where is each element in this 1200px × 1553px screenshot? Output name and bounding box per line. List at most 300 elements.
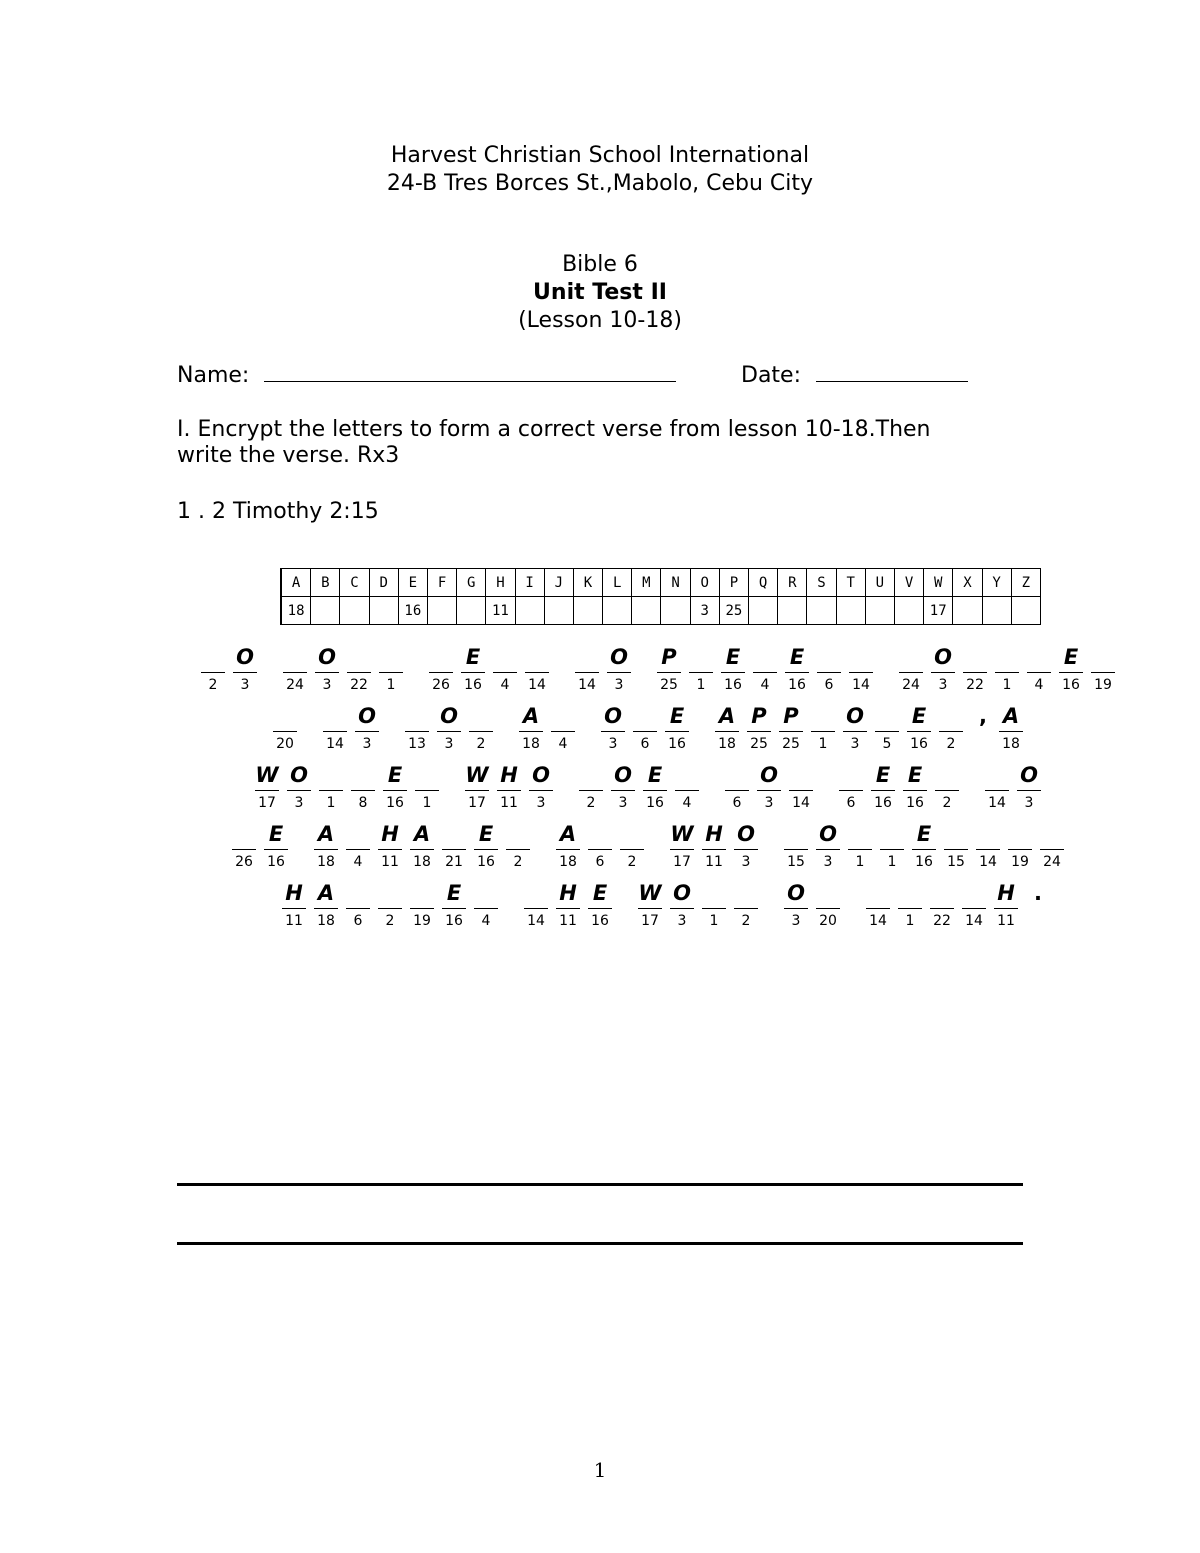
- cipher-number-c[interactable]: [340, 597, 369, 625]
- puzzle-letter: A: [413, 822, 431, 846]
- letter-blank-line: [944, 849, 968, 850]
- letter-code-number: 11: [500, 795, 518, 811]
- puzzle-letter-blank[interactable]: [317, 758, 345, 814]
- letter-blank-line: [963, 672, 987, 673]
- letter-code-number: 14: [326, 736, 344, 752]
- puzzle-letter-given: [713, 699, 741, 755]
- letter-blank-line: [506, 849, 530, 850]
- puzzle-letter-blank[interactable]: [271, 699, 299, 755]
- cipher-letter-c: C: [340, 569, 369, 597]
- puzzle-letter-given: [381, 758, 409, 814]
- letter-blank-line: [702, 849, 726, 850]
- puzzle-letter-blank[interactable]: [897, 640, 925, 696]
- puzzle-letter-blank[interactable]: [928, 876, 956, 932]
- letter-code-number: 4: [558, 736, 568, 752]
- cipher-number-a[interactable]: 18: [281, 597, 311, 625]
- letter-code-number: 16: [267, 854, 285, 870]
- letter-blank-line: [442, 908, 466, 909]
- letter-blank-line: [355, 731, 379, 732]
- letter-code-number: 24: [286, 677, 304, 693]
- letter-code-number: 1: [855, 854, 865, 870]
- letter-blank-line: [442, 849, 466, 850]
- letter-code-number: 3: [444, 736, 454, 752]
- puzzle-letter-given: [586, 876, 614, 932]
- puzzle-letter-given: [636, 876, 664, 932]
- letter-blank-line: [757, 790, 781, 791]
- letter-code-number: 16: [724, 677, 742, 693]
- puzzle-letter: O: [760, 763, 778, 787]
- puzzle-letter-given: [1015, 758, 1043, 814]
- puzzle-letter-given: [609, 758, 637, 814]
- cipher-letter-x: X: [953, 569, 982, 597]
- puzzle-letter-blank[interactable]: [787, 758, 815, 814]
- puzzle-letter-blank[interactable]: [376, 876, 404, 932]
- puzzle-letter: E: [647, 763, 663, 787]
- letter-blank-line: [525, 672, 549, 673]
- puzzle-letter: E: [478, 822, 494, 846]
- letter-code-number: 11: [381, 854, 399, 870]
- puzzle-letter: O: [614, 763, 632, 787]
- cipher-letter-i: I: [515, 569, 544, 597]
- letter-code-number: 26: [432, 677, 450, 693]
- punctuation-mark: ,: [979, 704, 987, 728]
- letter-code-number: 20: [276, 736, 294, 752]
- letter-code-number: 2: [513, 854, 523, 870]
- puzzle-letter: H: [500, 763, 518, 787]
- letter-blank-line: [529, 790, 553, 791]
- letter-blank-line: [675, 790, 699, 791]
- letter-blank-line: [429, 672, 453, 673]
- puzzle-letter-blank[interactable]: [864, 876, 892, 932]
- puzzle-letter-blank[interactable]: [523, 640, 551, 696]
- puzzle-letter: O: [737, 822, 755, 846]
- letter-blank-line: [931, 672, 955, 673]
- puzzle-letter-given: [997, 699, 1025, 755]
- cipher-letter-s: S: [807, 569, 836, 597]
- puzzle-letter-blank[interactable]: [573, 640, 601, 696]
- puzzle-letter-blank[interactable]: [413, 758, 441, 814]
- puzzle-letter: O: [610, 645, 628, 669]
- letter-code-number: 13: [408, 736, 426, 752]
- letter-blank-line: [287, 790, 311, 791]
- letter-blank-line: [903, 790, 927, 791]
- cipher-number-j[interactable]: [544, 597, 573, 625]
- name-blank[interactable]: [264, 361, 676, 382]
- letter-blank-line: [378, 849, 402, 850]
- puzzle-letter-blank[interactable]: [1006, 817, 1034, 873]
- letter-code-number: 1: [905, 913, 915, 929]
- puzzle-letter-blank[interactable]: [408, 876, 436, 932]
- puzzle-letter-given: [782, 876, 810, 932]
- cipher-number-p[interactable]: 25: [719, 597, 748, 625]
- letter-blank-line: [556, 849, 580, 850]
- puzzle-letter: O: [787, 881, 805, 905]
- letter-blank-line: [939, 731, 963, 732]
- puzzle-letter-given: [285, 758, 313, 814]
- letter-code-number: 4: [481, 913, 491, 929]
- puzzle-letter: P: [661, 645, 677, 669]
- puzzle-letter: E: [446, 881, 462, 905]
- cipher-letter-r: R: [778, 569, 807, 597]
- puzzle-letter-given: [262, 817, 290, 873]
- puzzle-letter-given: [280, 876, 308, 932]
- cipher-number-m[interactable]: [632, 597, 661, 625]
- puzzle-letter-blank[interactable]: [344, 817, 372, 873]
- puzzle-letter-blank[interactable]: [199, 640, 227, 696]
- puzzle-letter-blank[interactable]: [321, 699, 349, 755]
- letter-blank-line: [556, 908, 580, 909]
- cipher-number-r[interactable]: [778, 597, 807, 625]
- puzzle-letter-blank[interactable]: [937, 699, 965, 755]
- puzzle-letter-blank[interactable]: [344, 876, 372, 932]
- letter-blank-line: [201, 672, 225, 673]
- letter-code-number: 16: [591, 913, 609, 929]
- puzzle-letter-blank[interactable]: [1025, 640, 1053, 696]
- letter-code-number: 4: [682, 795, 692, 811]
- cipher-number-d[interactable]: [369, 597, 398, 625]
- cipher-letter-j: J: [544, 569, 573, 597]
- puzzle-letter: W: [670, 822, 694, 846]
- letter-code-number: 3: [741, 854, 751, 870]
- page-number: 1: [593, 1458, 607, 1482]
- cipher-number-n[interactable]: [661, 597, 690, 625]
- letter-blank-line: [405, 731, 429, 732]
- puzzle-letter-given: [719, 640, 747, 696]
- cipher-letter-o: O: [690, 569, 719, 597]
- cipher-number-g[interactable]: [457, 597, 486, 625]
- letter-code-number: 14: [852, 677, 870, 693]
- letter-blank-line: [282, 908, 306, 909]
- cipher-letter-e: E: [398, 569, 427, 597]
- puzzle-letter-blank[interactable]: [873, 699, 901, 755]
- puzzle-letter-blank[interactable]: [878, 817, 906, 873]
- letter-code-number: 2: [627, 854, 637, 870]
- puzzle-letter: E: [916, 822, 932, 846]
- puzzle-letter-blank[interactable]: [673, 758, 701, 814]
- letter-blank-line: [378, 908, 402, 909]
- letter-blank-line: [323, 731, 347, 732]
- cipher-number-t[interactable]: [836, 597, 865, 625]
- puzzle-letter-blank[interactable]: [846, 817, 874, 873]
- puzzle-letter-given: [841, 699, 869, 755]
- letter-code-number: 1: [1002, 677, 1012, 693]
- puzzle-letter-blank[interactable]: [942, 817, 970, 873]
- puzzle-letter-blank[interactable]: [896, 876, 924, 932]
- letter-code-number: 2: [946, 736, 956, 752]
- letter-blank-line: [410, 908, 434, 909]
- puzzle-letter: O: [358, 704, 376, 728]
- letter-blank-line: [871, 790, 895, 791]
- puzzle-letter-blank[interactable]: [504, 817, 532, 873]
- puzzle-letter-blank[interactable]: [993, 640, 1021, 696]
- letter-blank-line: [899, 672, 923, 673]
- letter-code-number: 18: [718, 736, 736, 752]
- letter-blank-line: [843, 731, 867, 732]
- letter-blank-line: [314, 908, 338, 909]
- puzzle-letter-blank[interactable]: [974, 817, 1002, 873]
- school-address: 24-B Tres Borces St.,Mabolo, Cebu City: [386, 171, 814, 196]
- letter-blank-line: [465, 790, 489, 791]
- puzzle-letter-blank[interactable]: [491, 640, 519, 696]
- puzzle-letter-blank[interactable]: [427, 640, 455, 696]
- letter-code-number: 22: [933, 913, 951, 929]
- cipher-letter-u: U: [865, 569, 894, 597]
- cipher-letter-t: T: [836, 569, 865, 597]
- puzzle-letter-blank[interactable]: [230, 817, 258, 873]
- puzzle-letter-given: [253, 758, 281, 814]
- letter-blank-line: [721, 672, 745, 673]
- letter-code-number: 16: [464, 677, 482, 693]
- puzzle-letter-blank[interactable]: [549, 699, 577, 755]
- puzzle-letter: H: [285, 881, 303, 905]
- puzzle-line-1: [0, 640, 1200, 696]
- cipher-letter-b: B: [311, 569, 340, 597]
- puzzle-letter: H: [997, 881, 1015, 905]
- puzzle-letter-blank[interactable]: [281, 640, 309, 696]
- letter-code-number: 4: [760, 677, 770, 693]
- puzzle-letter-blank[interactable]: [577, 758, 605, 814]
- letter-code-number: 18: [413, 854, 431, 870]
- puzzle-letter-blank[interactable]: [723, 758, 751, 814]
- puzzle-letter-blank[interactable]: [933, 758, 961, 814]
- letter-blank-line: [346, 908, 370, 909]
- puzzle-letter: O: [934, 645, 952, 669]
- letter-code-number: 11: [559, 913, 577, 929]
- letter-code-number: 20: [819, 913, 837, 929]
- puzzle-line-2: [0, 699, 1200, 755]
- letter-blank-line: [670, 908, 694, 909]
- puzzle-letter-given: [459, 640, 487, 696]
- school-name: Harvest Christian School International: [390, 143, 810, 168]
- letter-code-number: 16: [915, 854, 933, 870]
- puzzle-letter-blank[interactable]: [983, 758, 1011, 814]
- cipher-letter-n: N: [661, 569, 690, 597]
- letter-code-number: 6: [846, 795, 856, 811]
- letter-code-number: 2: [741, 913, 751, 929]
- letter-blank-line: [315, 672, 339, 673]
- puzzle-letter-given: [554, 876, 582, 932]
- puzzle-letter-blank[interactable]: [961, 640, 989, 696]
- puzzle-letter-given: [783, 640, 811, 696]
- letter-blank-line: [848, 849, 872, 850]
- puzzle-letter-given: [869, 758, 897, 814]
- instructions-line-1: I. Encrypt the letters to form a correct verse from lesson 10-18.Then: [177, 417, 931, 442]
- letter-code-number: 1: [709, 913, 719, 929]
- puzzle-letter-blank[interactable]: [837, 758, 865, 814]
- cipher-number-h[interactable]: 11: [486, 597, 515, 625]
- puzzle-letter-blank[interactable]: [467, 699, 495, 755]
- letter-code-number: 25: [660, 677, 678, 693]
- cipher-number-o[interactable]: 3: [690, 597, 719, 625]
- letter-blank-line: [976, 849, 1000, 850]
- letter-code-number: 18: [317, 913, 335, 929]
- puzzle-letter: O: [604, 704, 622, 728]
- puzzle-letter-given: [527, 758, 555, 814]
- letter-blank-line: [461, 672, 485, 673]
- puzzle-letter-given: [353, 699, 381, 755]
- letter-blank-line: [493, 672, 517, 673]
- letter-blank-line: [579, 790, 603, 791]
- letter-code-number: 3: [791, 913, 801, 929]
- puzzle-letter-blank[interactable]: [732, 876, 760, 932]
- cipher-letter-a: A: [281, 569, 311, 597]
- puzzle-letter: A: [559, 822, 577, 846]
- puzzle-letter-given: [700, 817, 728, 873]
- letter-code-number: 6: [732, 795, 742, 811]
- cipher-number-z[interactable]: [1011, 597, 1040, 625]
- letter-blank-line: [670, 849, 694, 850]
- letter-blank-line: [314, 849, 338, 850]
- letter-code-number: 19: [1011, 854, 1029, 870]
- puzzle-letter-blank[interactable]: [809, 699, 837, 755]
- answer-line-2[interactable]: [177, 1242, 1023, 1245]
- name-label: Name:: [177, 363, 250, 388]
- puzzle-letter-given: [668, 817, 696, 873]
- letter-code-number: 6: [595, 854, 605, 870]
- cipher-number-l[interactable]: [603, 597, 632, 625]
- puzzle-letter-blank[interactable]: [700, 876, 728, 932]
- letter-code-number: 18: [317, 854, 335, 870]
- letter-code-number: 4: [500, 677, 510, 693]
- cipher-number-w[interactable]: 17: [924, 597, 953, 625]
- cipher-number-e[interactable]: 16: [398, 597, 427, 625]
- letter-blank-line: [779, 731, 803, 732]
- puzzle-letter-blank[interactable]: [377, 640, 405, 696]
- answer-line-1[interactable]: [177, 1183, 1023, 1186]
- puzzle-letter: A: [522, 704, 540, 728]
- letter-code-number: 6: [353, 913, 363, 929]
- letter-code-number: 4: [353, 854, 363, 870]
- letter-code-number: 3: [362, 736, 372, 752]
- letter-blank-line: [383, 790, 407, 791]
- puzzle-letter-blank[interactable]: [814, 876, 842, 932]
- cipher-number-v[interactable]: [894, 597, 923, 625]
- puzzle-letter-given: [495, 758, 523, 814]
- puzzle-letter: H: [705, 822, 723, 846]
- cipher-letter-h: H: [486, 569, 515, 597]
- puzzle-letter-blank[interactable]: [345, 640, 373, 696]
- punctuation-mark: .: [1034, 881, 1042, 905]
- letter-code-number: 2: [208, 677, 218, 693]
- puzzle-letter-blank[interactable]: [687, 640, 715, 696]
- puzzle-letter: O: [440, 704, 458, 728]
- puzzle-letter: P: [783, 704, 799, 728]
- letter-blank-line: [907, 731, 931, 732]
- letter-code-number: 22: [966, 677, 984, 693]
- date-blank[interactable]: [816, 361, 968, 382]
- letter-code-number: 14: [528, 677, 546, 693]
- cipher-number-u[interactable]: [865, 597, 894, 625]
- letter-blank-line: [232, 849, 256, 850]
- puzzle-letter-blank[interactable]: [960, 876, 988, 932]
- test-title: Unit Test II: [533, 280, 667, 305]
- cipher-number-y[interactable]: [982, 597, 1011, 625]
- letter-code-number: 16: [874, 795, 892, 811]
- cipher-number-f[interactable]: [427, 597, 456, 625]
- letter-code-number: 18: [559, 854, 577, 870]
- puzzle-letter-blank[interactable]: [586, 817, 614, 873]
- letter-blank-line: [601, 731, 625, 732]
- puzzle-letter-given: [663, 699, 691, 755]
- cipher-letter-l: L: [603, 569, 632, 597]
- cipher-number-s[interactable]: [807, 597, 836, 625]
- letter-code-number: 11: [705, 854, 723, 870]
- letter-code-number: 18: [522, 736, 540, 752]
- letter-code-number: 17: [258, 795, 276, 811]
- letter-code-number: 3: [938, 677, 948, 693]
- puzzle-letter: E: [387, 763, 403, 787]
- puzzle-letter-blank[interactable]: [631, 699, 659, 755]
- letter-blank-line: [898, 908, 922, 909]
- letter-code-number: 16: [646, 795, 664, 811]
- letter-code-number: 21: [445, 854, 463, 870]
- letter-code-number: 3: [536, 795, 546, 811]
- letter-code-number: 19: [413, 913, 431, 929]
- cipher-number-i[interactable]: [515, 597, 544, 625]
- letter-blank-line: [816, 849, 840, 850]
- puzzle-letter-blank[interactable]: [815, 640, 843, 696]
- puzzle-letter-blank[interactable]: [440, 817, 468, 873]
- letter-code-number: 1: [326, 795, 336, 811]
- puzzle-letter: O: [236, 645, 254, 669]
- letter-blank-line: [935, 790, 959, 791]
- letter-blank-line: [1059, 672, 1083, 673]
- letter-code-number: 14: [988, 795, 1006, 811]
- cipher-number-x[interactable]: [953, 597, 982, 625]
- letter-code-number: 3: [618, 795, 628, 811]
- puzzle-letter-blank[interactable]: [1038, 817, 1066, 873]
- puzzle-letter-blank[interactable]: [403, 699, 431, 755]
- letter-code-number: 14: [527, 913, 545, 929]
- cipher-number-k[interactable]: [573, 597, 602, 625]
- puzzle-letter-blank[interactable]: [1089, 640, 1117, 696]
- puzzle-letter-given: [929, 640, 957, 696]
- letter-blank-line: [849, 672, 873, 673]
- puzzle-letter-given: [668, 876, 696, 932]
- puzzle-letter-blank[interactable]: [782, 817, 810, 873]
- letter-code-number: 1: [818, 736, 828, 752]
- puzzle-letter-given: [814, 817, 842, 873]
- subject: Bible 6: [562, 252, 638, 277]
- letter-blank-line: [817, 672, 841, 673]
- puzzle-letter-blank[interactable]: [522, 876, 550, 932]
- puzzle-letter-blank[interactable]: [847, 640, 875, 696]
- cipher-number-q[interactable]: [749, 597, 778, 625]
- cipher-letters-row: [281, 569, 1040, 597]
- letter-code-number: 18: [1002, 736, 1020, 752]
- name-field[interactable]: [177, 361, 676, 390]
- letter-blank-line: [657, 672, 681, 673]
- cipher-number-b[interactable]: [311, 597, 340, 625]
- date-field[interactable]: [741, 361, 968, 390]
- letter-blank-line: [283, 672, 307, 673]
- cipher-letter-q: Q: [749, 569, 778, 597]
- letter-blank-line: [319, 790, 343, 791]
- letter-blank-line: [702, 908, 726, 909]
- puzzle-letter-blank[interactable]: [618, 817, 646, 873]
- puzzle-letter-given: [231, 640, 259, 696]
- puzzle-letter-blank[interactable]: [349, 758, 377, 814]
- puzzle-letter: E: [268, 822, 284, 846]
- letter-code-number: 16: [906, 795, 924, 811]
- letter-code-number: 3: [823, 854, 833, 870]
- letter-blank-line: [469, 731, 493, 732]
- letter-code-number: 24: [902, 677, 920, 693]
- puzzle-letter-blank[interactable]: [751, 640, 779, 696]
- puzzle-letter-blank[interactable]: [472, 876, 500, 932]
- letter-blank-line: [643, 790, 667, 791]
- puzzle-letter-given: [554, 817, 582, 873]
